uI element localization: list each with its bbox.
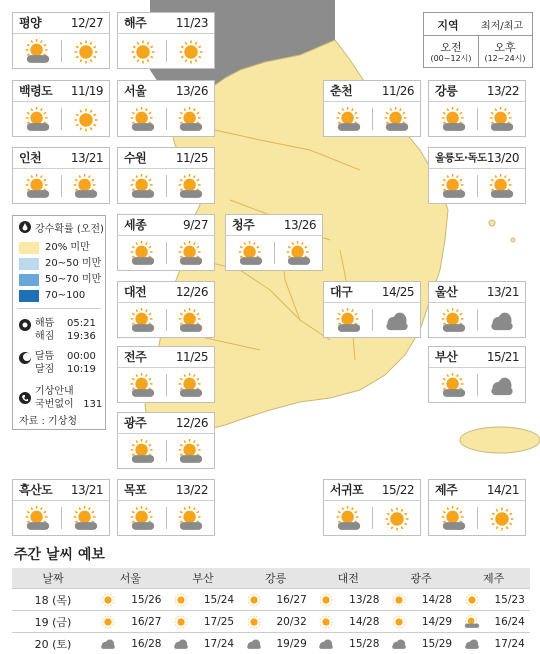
- phone-icon: [19, 392, 31, 407]
- region-card-pyongyang[interactable]: [12, 12, 110, 69]
- sun-icon: [177, 39, 205, 65]
- weekly-temp: 15/28: [349, 638, 379, 650]
- weekly-temp: 14/29: [422, 616, 452, 628]
- precip-swatch: [19, 242, 39, 254]
- region-card-incheon[interactable]: [12, 147, 110, 204]
- weekly-temp: 14/28: [422, 594, 452, 606]
- region-name: 대구: [330, 282, 352, 302]
- weekly-temp: 15/29: [422, 638, 452, 650]
- cloud-icon: [245, 637, 263, 651]
- sun-cloud-icon: [72, 174, 100, 200]
- region-card-ulleungdo[interactable]: [428, 147, 526, 204]
- weekly-temp: 17/24: [204, 638, 234, 650]
- cloud-icon: [99, 637, 117, 651]
- weekly-header-row: [12, 568, 530, 589]
- sun-cloud-icon: [24, 39, 52, 65]
- sun-icon: [390, 615, 408, 629]
- sun-icon: [72, 107, 100, 133]
- weekly-cell: [312, 633, 385, 654]
- weekly-cell: [167, 633, 240, 654]
- weekly-cell: [94, 589, 167, 611]
- region-temp: 11/25: [176, 148, 208, 168]
- weekly-temp: 14/28: [349, 616, 379, 628]
- sun-cloud-icon: [24, 506, 52, 532]
- cloud-icon: [172, 637, 190, 651]
- sun-cloud-icon: [129, 308, 157, 334]
- sun-cloud-icon: [177, 107, 205, 133]
- weekly-cell: [312, 589, 385, 611]
- sun-cloud-icon: [177, 506, 205, 532]
- region-temp: 13/21: [71, 148, 103, 168]
- weekly-date: 18 (목): [12, 589, 94, 611]
- region-name: 서울: [124, 81, 146, 101]
- region-card-baengnyeongdo[interactable]: [12, 80, 110, 137]
- sun-icon: [383, 506, 411, 532]
- region-name: 수원: [124, 148, 146, 168]
- legend-am-range: (00~12시): [424, 53, 478, 64]
- legend-header: [423, 12, 533, 68]
- weekly-header-date: 날짜: [12, 568, 94, 589]
- precip-swatch: [19, 274, 39, 286]
- region-card-ulsan[interactable]: [428, 281, 526, 338]
- region-temp: 14/25: [382, 282, 414, 302]
- info-line-2: 국번없이 131: [35, 395, 102, 410]
- region-temp: 13/22: [487, 81, 519, 101]
- sun-cloud-icon: [129, 174, 157, 200]
- weekly-header-city: 제주: [457, 568, 530, 589]
- weekly-cell: [167, 611, 240, 633]
- region-temp: 11/25: [176, 347, 208, 367]
- source-label: 자료 : 기상청: [19, 412, 77, 427]
- weekly-temp: 16/24: [495, 616, 525, 628]
- region-temp: 9/27: [183, 215, 208, 235]
- sun-cloud-icon: [177, 241, 205, 267]
- region-name: 청주: [232, 215, 254, 235]
- sun-cloud-icon: [440, 373, 468, 399]
- sun-cloud-icon: [463, 615, 481, 629]
- sun-cloud-icon: [177, 439, 205, 465]
- weekly-title: 주간 날씨 예보: [14, 544, 105, 564]
- sun-cloud-icon: [383, 107, 411, 133]
- precip-legend: [12, 215, 106, 430]
- weekly-temp: 15/23: [495, 594, 525, 606]
- region-temp: 13/20: [487, 148, 519, 168]
- precip-title: 강수확률 (오전): [35, 220, 104, 235]
- weekly-temp: 13/28: [349, 594, 379, 606]
- sun-cloud-icon: [335, 308, 363, 334]
- region-card-jeju[interactable]: [428, 479, 526, 536]
- weekly-cell: [94, 633, 167, 654]
- region-temp: 12/27: [71, 13, 103, 33]
- cloud-icon: [463, 637, 481, 651]
- weekly-cell: [457, 633, 530, 654]
- legend-region-label: 지역: [424, 17, 472, 33]
- weekly-header-city: 부산: [167, 568, 240, 589]
- moonrise-row: 달뜸 00:00: [35, 347, 96, 362]
- cloud-icon: [488, 308, 516, 334]
- precip-label: 20~50 미만: [45, 258, 101, 270]
- sun-cloud-icon: [129, 373, 157, 399]
- region-name: 목포: [124, 480, 146, 500]
- sun-cloud-icon: [488, 107, 516, 133]
- sun-icon: [172, 593, 190, 607]
- sun-cloud-icon: [440, 308, 468, 334]
- region-temp: 13/26: [284, 215, 316, 235]
- region-card-chuncheon[interactable]: [323, 80, 421, 137]
- weekly-temp: 16/27: [277, 594, 307, 606]
- region-temp: 13/21: [71, 480, 103, 500]
- region-temp: 13/22: [176, 480, 208, 500]
- precip-swatch: [19, 290, 39, 302]
- region-name: 춘천: [330, 81, 352, 101]
- region-card-heuksando[interactable]: [12, 479, 110, 536]
- weekly-table: [12, 568, 530, 654]
- weekly-temp: 20/32: [277, 616, 307, 628]
- region-name: 제주: [435, 480, 457, 500]
- weekly-temp: 16/27: [131, 616, 161, 628]
- moonset-row: 달짐 10:19: [35, 360, 96, 375]
- region-temp: 11/19: [71, 81, 103, 101]
- region-card-suwon[interactable]: [117, 147, 215, 204]
- precip-label: 70~100: [45, 290, 85, 302]
- weekly-cell: [239, 633, 312, 654]
- legend-pm-range: (12~24시): [478, 53, 532, 64]
- weekly-row: [12, 633, 530, 654]
- weekly-date: 20 (토): [12, 633, 94, 654]
- sun-icon: [245, 593, 263, 607]
- sun-rise-set-icon: [19, 319, 31, 334]
- cloud-icon: [317, 637, 335, 651]
- region-card-seogwipo[interactable]: [323, 479, 421, 536]
- region-name: 광주: [124, 413, 146, 433]
- region-card-jeonju[interactable]: [117, 346, 215, 403]
- region-temp: 13/21: [487, 282, 519, 302]
- weekly-header-city: 서울: [94, 568, 167, 589]
- sun-cloud-icon: [488, 174, 516, 200]
- raindrop-icon: [19, 221, 31, 236]
- info-line-1: 기상안내: [35, 382, 74, 397]
- sun-cloud-icon: [285, 241, 313, 267]
- region-name: 인천: [19, 148, 41, 168]
- weekly-cell: [385, 589, 458, 611]
- sun-cloud-icon: [177, 373, 205, 399]
- legend-pm-label: 오후: [478, 39, 532, 55]
- region-card-mokpo[interactable]: [117, 479, 215, 536]
- sun-cloud-icon: [440, 107, 468, 133]
- weekly-temp: 16/28: [131, 638, 161, 650]
- region-name: 흑산도: [19, 480, 52, 500]
- sun-icon: [172, 615, 190, 629]
- region-name: 평양: [19, 13, 41, 33]
- region-name: 울산: [435, 282, 457, 302]
- weekly-temp: 17/25: [204, 616, 234, 628]
- jeju-island: [460, 427, 540, 453]
- legend-am-label: 오전: [424, 39, 478, 55]
- precip-label: 20% 미만: [45, 242, 90, 254]
- sun-icon: [245, 615, 263, 629]
- region-name: 강릉: [435, 81, 457, 101]
- region-name: 대전: [124, 282, 146, 302]
- sun-cloud-icon: [237, 241, 265, 267]
- region-name: 백령도: [19, 81, 52, 101]
- weekly-row: [12, 611, 530, 633]
- region-card-sejong[interactable]: [117, 214, 215, 271]
- sun-icon: [463, 593, 481, 607]
- moon-rise-set-icon: [19, 352, 31, 367]
- sun-icon: [317, 593, 335, 607]
- weekly-cell: [94, 611, 167, 633]
- region-card-gwangju[interactable]: [117, 412, 215, 469]
- region-name: 해주: [124, 13, 146, 33]
- sunrise-row: 해뜸 05:21: [35, 314, 96, 329]
- region-temp: 15/21: [487, 347, 519, 367]
- precip-label: 50~70 미만: [45, 274, 101, 286]
- region-card-gangneung[interactable]: [428, 80, 526, 137]
- region-name: 서귀포: [330, 480, 363, 500]
- weekly-cell: [239, 611, 312, 633]
- weekly-cell: [312, 611, 385, 633]
- sun-icon: [99, 593, 117, 607]
- region-card-haeju[interactable]: [117, 12, 215, 69]
- region-card-daejeon[interactable]: [117, 281, 215, 338]
- sun-cloud-icon: [24, 174, 52, 200]
- sun-cloud-icon: [335, 107, 363, 133]
- sun-cloud-icon: [72, 506, 100, 532]
- region-temp: 12/26: [176, 282, 208, 302]
- weekly-forecast: [0, 540, 540, 650]
- region-name: 부산: [435, 347, 457, 367]
- weekly-temp: 19/29: [277, 638, 307, 650]
- cloud-icon: [383, 308, 411, 334]
- region-temp: 14/21: [487, 480, 519, 500]
- weekly-cell: [457, 589, 530, 611]
- weekly-header-city: 대전: [312, 568, 385, 589]
- sun-icon: [99, 615, 117, 629]
- sun-cloud-icon: [440, 174, 468, 200]
- sun-icon: [390, 593, 408, 607]
- region-name: 전주: [124, 347, 146, 367]
- sun-icon: [129, 39, 157, 65]
- cloud-icon: [488, 373, 516, 399]
- sun-cloud-icon: [335, 506, 363, 532]
- region-card-daegu[interactable]: [323, 281, 421, 338]
- region-temp: 12/26: [176, 413, 208, 433]
- weekly-date: 19 (금): [12, 611, 94, 633]
- sun-cloud-icon: [129, 241, 157, 267]
- region-name: 울릉도·독도: [435, 148, 487, 168]
- weekly-temp: 17/24: [495, 638, 525, 650]
- sun-icon: [72, 39, 100, 65]
- weekly-temp: 15/26: [131, 594, 161, 606]
- weekly-cell: [167, 589, 240, 611]
- weekly-cell: [385, 633, 458, 654]
- sun-icon: [488, 506, 516, 532]
- weekly-cell: [239, 589, 312, 611]
- precip-swatch: [19, 258, 39, 270]
- weekly-temp: 15/24: [204, 594, 234, 606]
- region-temp: 11/26: [382, 81, 414, 101]
- weekly-header-city: 광주: [385, 568, 458, 589]
- region-card-cheongju[interactable]: [225, 214, 323, 271]
- region-card-busan[interactable]: [428, 346, 526, 403]
- cloud-icon: [390, 637, 408, 651]
- region-temp: 13/26: [176, 81, 208, 101]
- sunset-row: 해짐 19:36: [35, 327, 96, 342]
- weekly-cell: [457, 611, 530, 633]
- region-temp: 15/22: [382, 480, 414, 500]
- sun-cloud-icon: [177, 174, 205, 200]
- sun-cloud-icon: [129, 506, 157, 532]
- sun-cloud-icon: [24, 107, 52, 133]
- weekly-cell: [385, 611, 458, 633]
- sun-cloud-icon: [129, 107, 157, 133]
- sun-cloud-icon: [177, 308, 205, 334]
- sun-icon: [317, 615, 335, 629]
- legend-minmax-label: 최저/최고: [472, 17, 532, 32]
- sun-cloud-icon: [129, 439, 157, 465]
- region-temp: 11/23: [176, 13, 208, 33]
- ulleungdo-island: [489, 220, 495, 226]
- sun-cloud-icon: [440, 506, 468, 532]
- weekly-row: [12, 589, 530, 611]
- weekly-header-city: 강릉: [239, 568, 312, 589]
- region-name: 세종: [124, 215, 146, 235]
- region-card-seoul[interactable]: [117, 80, 215, 137]
